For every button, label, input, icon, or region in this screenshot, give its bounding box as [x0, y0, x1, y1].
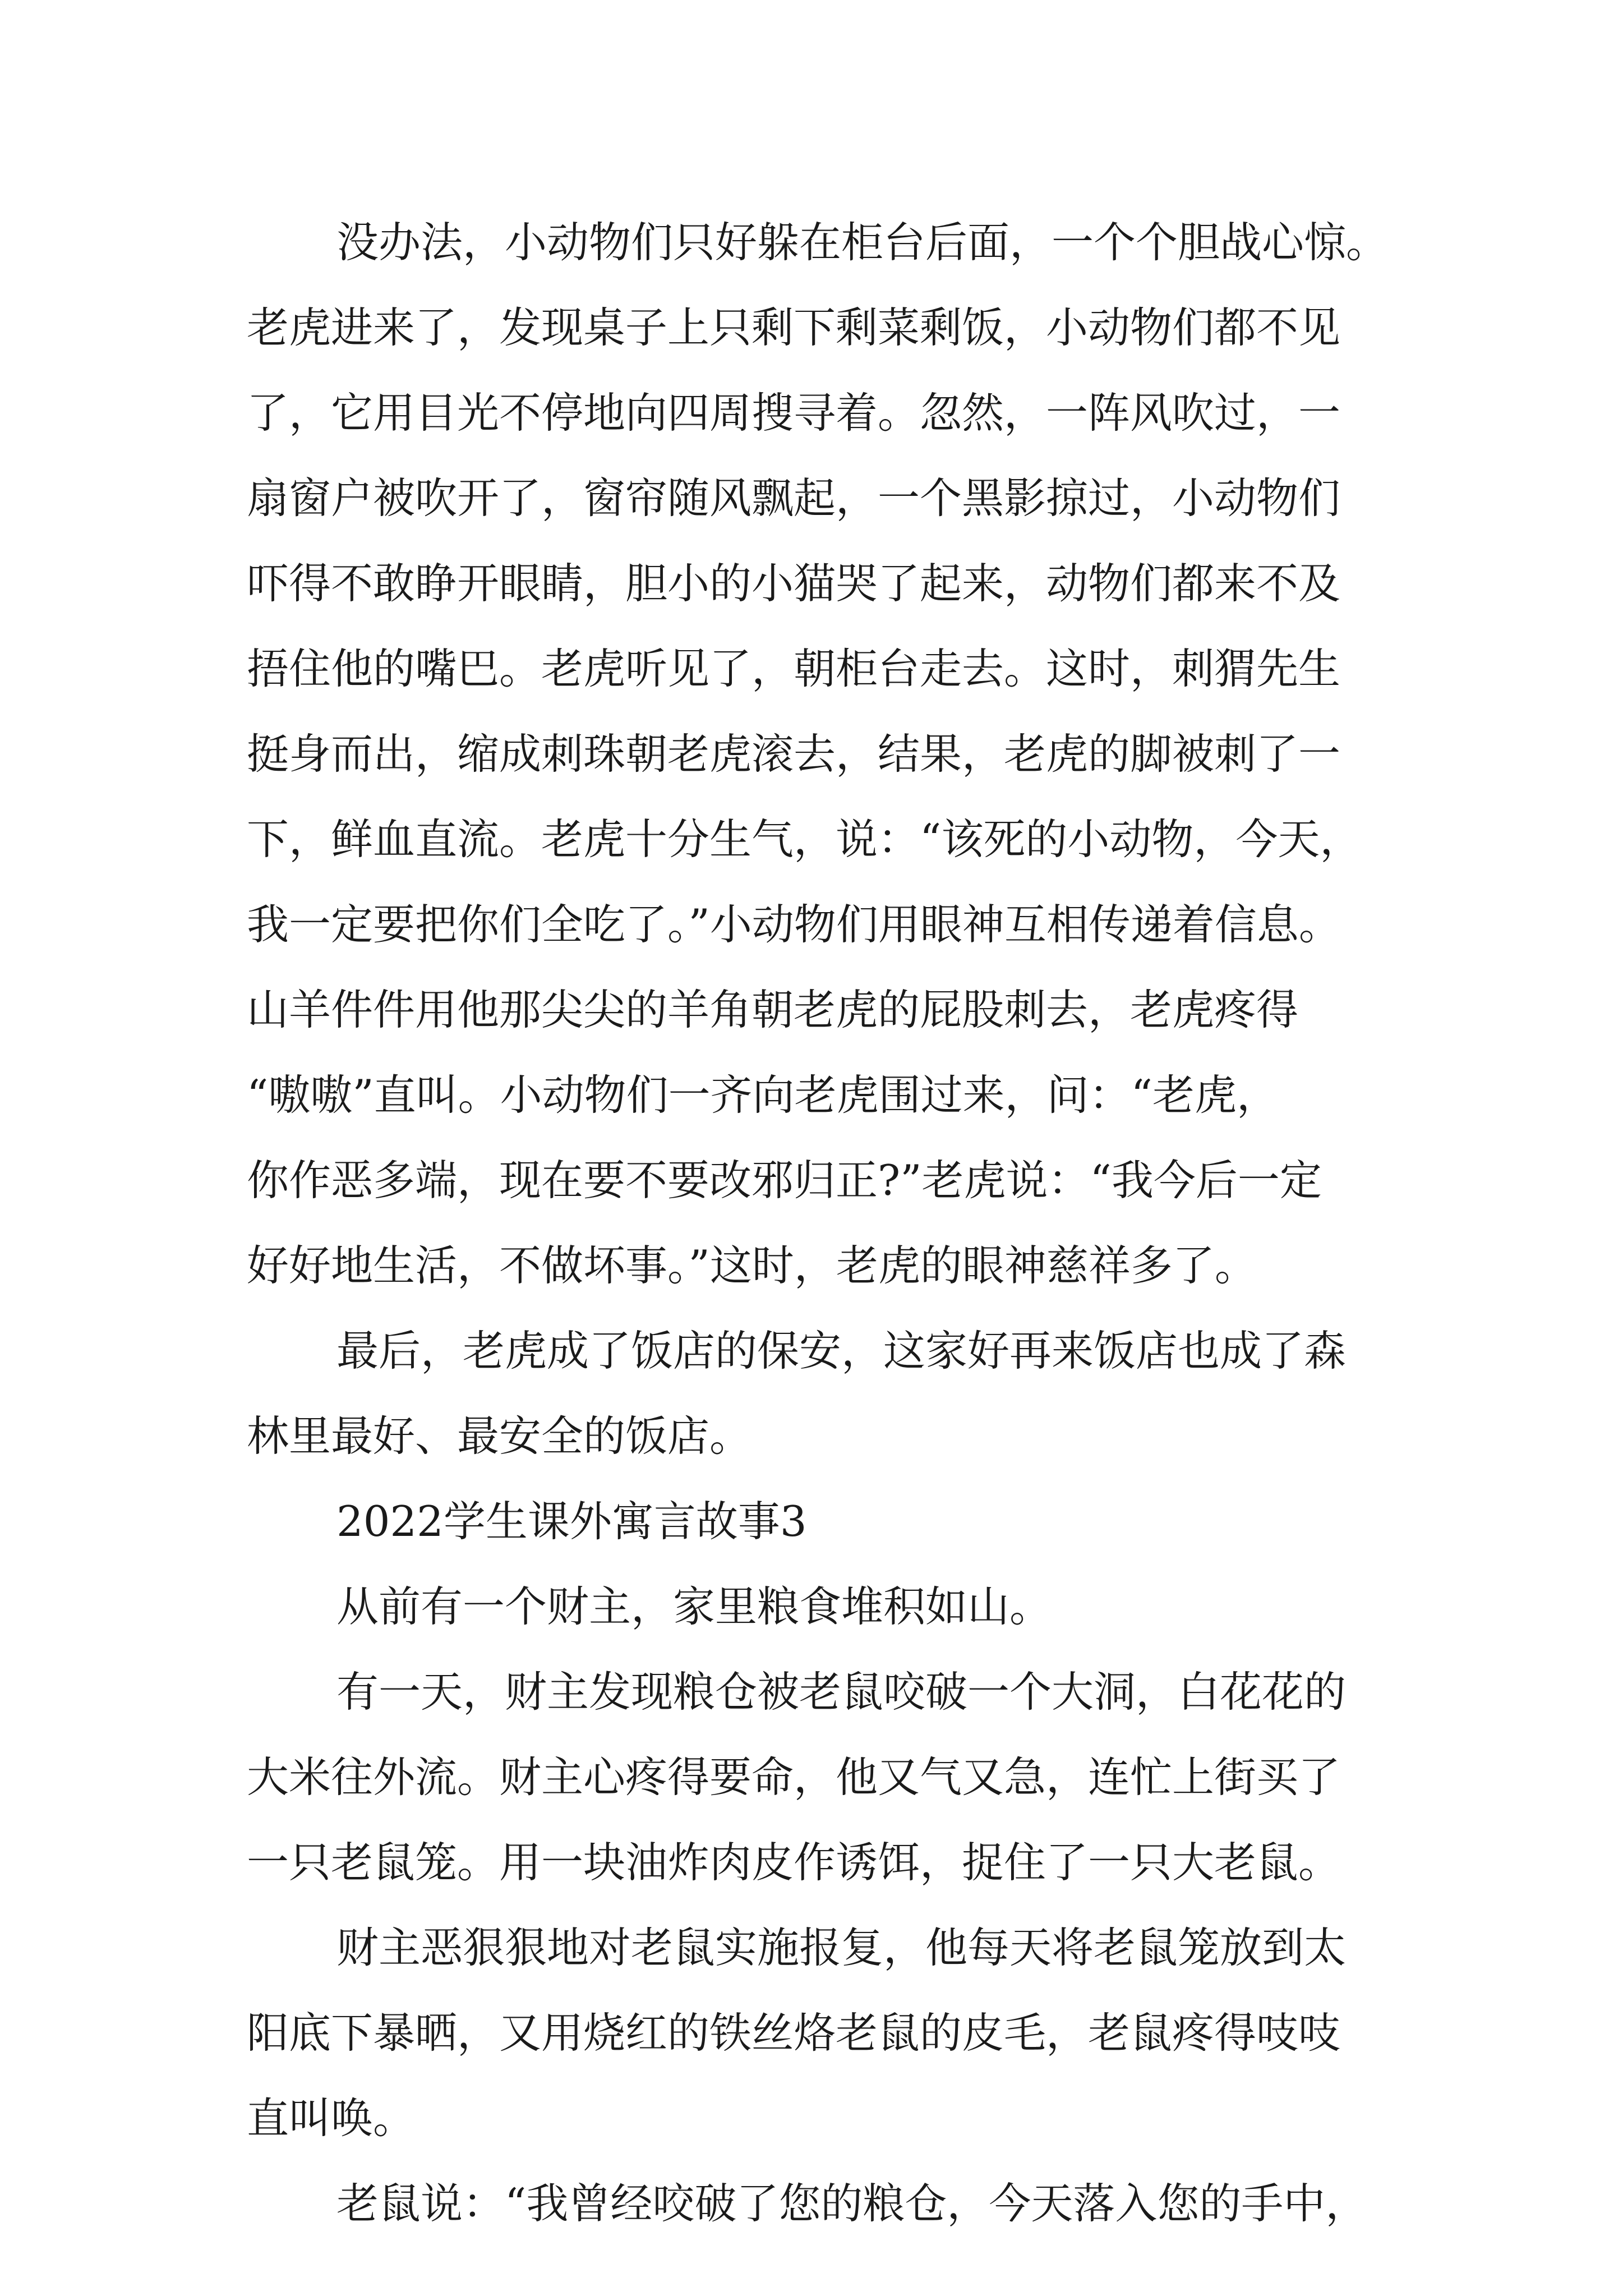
text-line: 你作恶多端，现在要不要改邪归正?”老虎说：“我今后一定 — [247, 1156, 1322, 1205]
text-line: 财主恶狠狠地对老鼠实施报复，他每天将老鼠笼放到太 — [336, 1923, 1347, 1972]
text-line: “嗷嗷”直叫。小动物们一齐向老虎围过来，问：“老虎， — [247, 1070, 1279, 1120]
text-line: 下，鲜血直流。老虎十分生气，说：“该死的小动物，今天， — [247, 815, 1362, 864]
text-line: 了，它用目光不停地向四周搜寻着。忽然，一阵风吹过，一 — [247, 388, 1341, 438]
text-line: 山羊件件用他那尖尖的羊角朝老虎的屁股刺去，老虎疼得 — [247, 985, 1299, 1034]
text-line: 好好地生活，不做坏事。”这时，老虎的眼神慈祥多了。 — [247, 1241, 1257, 1290]
text-line: 最后，老虎成了饭店的保安，这家好再来饭店也成了森 — [336, 1326, 1347, 1375]
text-line: 吓得不敢睁开眼睛，胆小的小猫哭了起来，动物们都来不及 — [247, 559, 1341, 608]
section-heading: 2022学生课外寓言故事3 — [336, 1497, 807, 1546]
text-line: 没办法，小动物们只好躲在柜台后面，一个个胆战心惊。 — [336, 218, 1389, 267]
text-line: 大米往外流。财主心疼得要命，他又气又急，连忙上街买了 — [247, 1752, 1341, 1802]
text-line: 直叫唤。 — [247, 2093, 416, 2143]
text-line: 扇窗户被吹开了，窗帘随风飘起，一个黑影掠过，小动物们 — [247, 473, 1341, 523]
text-line: 从前有一个财主，家里粮食堆积如山。 — [336, 1582, 1052, 1631]
text-line: 捂住他的嘴巴。老虎听见了，朝柜台走去。这时，刺猬先生 — [247, 644, 1341, 693]
text-line: 老鼠说：“我曾经咬破了您的粮仓，今天落入您的手中， — [336, 2179, 1368, 2228]
text-line: 有一天，财主发现粮仓被老鼠咬破一个大洞，白花花的 — [336, 1667, 1347, 1717]
text-line: 一只老鼠笼。用一块油炸肉皮作诱饵，捉住了一只大老鼠。 — [247, 1838, 1341, 1887]
text-line: 挺身而出，缩成刺珠朝老虎滚去，结果，老虎的脚被刺了一 — [247, 729, 1341, 779]
text-line: 老虎进来了，发现桌子上只剩下剩菜剩饭，小动物们都不见 — [247, 303, 1341, 352]
text-line: 阳底下暴晒，又用烧红的铁丝烙老鼠的皮毛，老鼠疼得吱吱 — [247, 2008, 1341, 2058]
document-body — [247, 200, 1396, 2246]
text-line: 林里最好、最安全的饭店。 — [247, 1411, 752, 1461]
text-line: 我一定要把你们全吃了。”小动物们用眼神互相传递着信息。 — [247, 900, 1341, 949]
